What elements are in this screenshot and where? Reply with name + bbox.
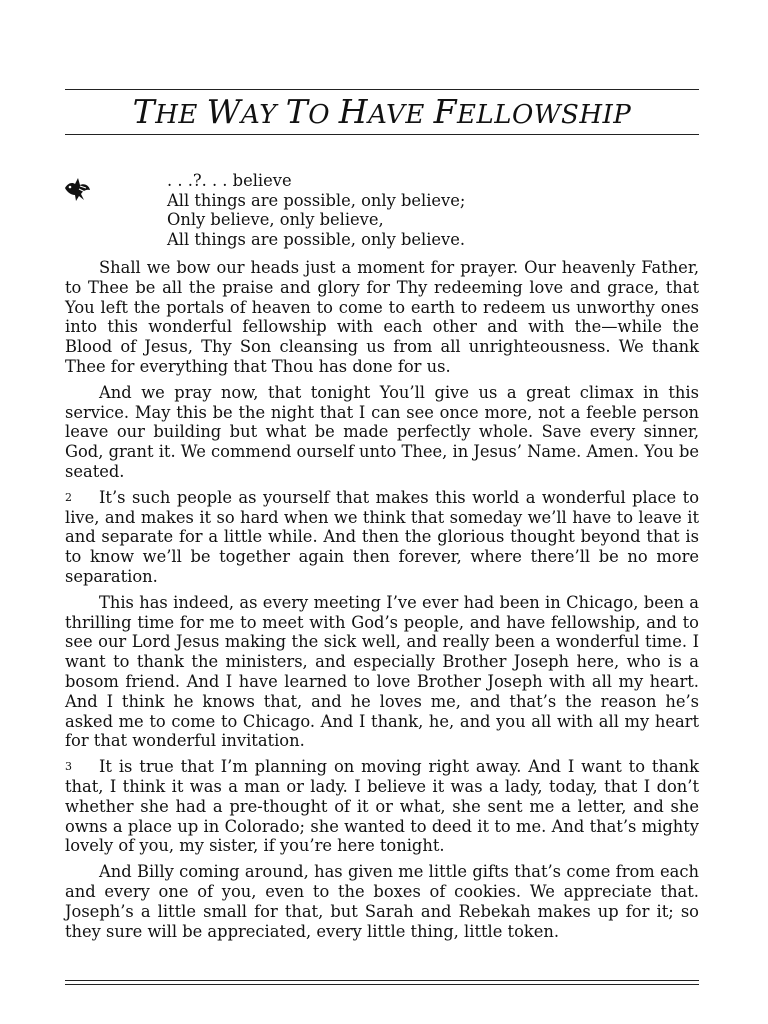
title-word-3: TO <box>285 92 339 131</box>
dove-icon <box>62 174 92 204</box>
song-line: All things are possible, only believe; <box>167 190 466 210</box>
song-line: Only believe, only believe, <box>167 210 384 229</box>
song-line: . . .?. . . believe <box>167 171 292 190</box>
paragraph-number: 2 <box>65 490 72 504</box>
footer-rule <box>65 984 699 985</box>
title-bottom-rule <box>65 134 699 135</box>
sermon-body <box>65 258 699 947</box>
page-title <box>65 92 699 135</box>
top-rule <box>65 89 699 90</box>
paragraph: And we pray now, that tonight You’ll give us a great climax in this service. May this be the night that I can see once more, not a feeble person leave our building but what be made perfectly whole. Save every sinner, God, grant it. We commend ourself unto Thee, in Jesus’ Name. Amen. You be seated. <box>65 382 699 481</box>
title-word-4: HAVE <box>338 92 434 131</box>
numbered-paragraph: 3 It is true that I’m planning on moving right away. And I want to thank that, I think it was a man or lady. I believe it was a lady, today, that I don’t whether she had a pre-thought of it or what, she sent me a letter, and she owns a place up in Colorado; she wanted to deed it to me. And that’s mighty lovely of you, my sister, if you’re here tonight. <box>65 757 699 856</box>
title-word-1: THE <box>132 92 207 131</box>
paragraph: This has indeed, as every meeting I’ve ever had been in Chicago, been a thrilling time for me to meet with God’s people, and have fellowship, and to see our Lord Jesus making the sick well, and really been a wonderful time. I want to thank the ministers, and especially Brother Joseph here, who is a bosom friend. And I have learned to love Brother Joseph with all my heart. And I think he knows that, and he loves me, and that’s the reason he’s asked me to come to Chicago. And I thank, he, and you all with all my heart for that wonderful invitation. <box>65 592 699 751</box>
footer-rule <box>65 980 699 981</box>
numbered-paragraph: 2 It’s such people as yourself that makes this world a wonderful place to live, and makes it so hard when we think that someday we’ll have to leave it and separate for a little while. And then the glorious thought beyond that is to know we’ll be together again then forever, where there’ll be no more separation. <box>65 487 699 586</box>
paragraph: And Billy coming around, has given me little gifts that’s come from each and every one of you, even to the boxes of cookies. We appreciate that. Joseph’s a little small for that, but Sarah and Rebekah makes up for it; so they sure will be appreciated, every little thing, little token. <box>65 862 699 941</box>
paragraph: Shall we bow our heads just a moment for prayer. Our heavenly Father, to Thee be all the praise and glory for Thy redeeming love and grace, that You left the portals of heaven to come to earth to redeem us unworthy ones into this wonderful fellowship with each other and with the—while the Blood of Jesus, Thy Son cleansing us from all unrighteousness. We thank Thee for everything that Thou has done for us. <box>65 258 699 376</box>
title-word-2: WAY <box>206 92 286 131</box>
song-line: All things are possible, only believe. <box>167 229 466 249</box>
paragraph-number: 3 <box>65 760 72 774</box>
title-word-5: FELLOWSHIP <box>433 92 632 131</box>
song-lyrics <box>167 171 465 249</box>
